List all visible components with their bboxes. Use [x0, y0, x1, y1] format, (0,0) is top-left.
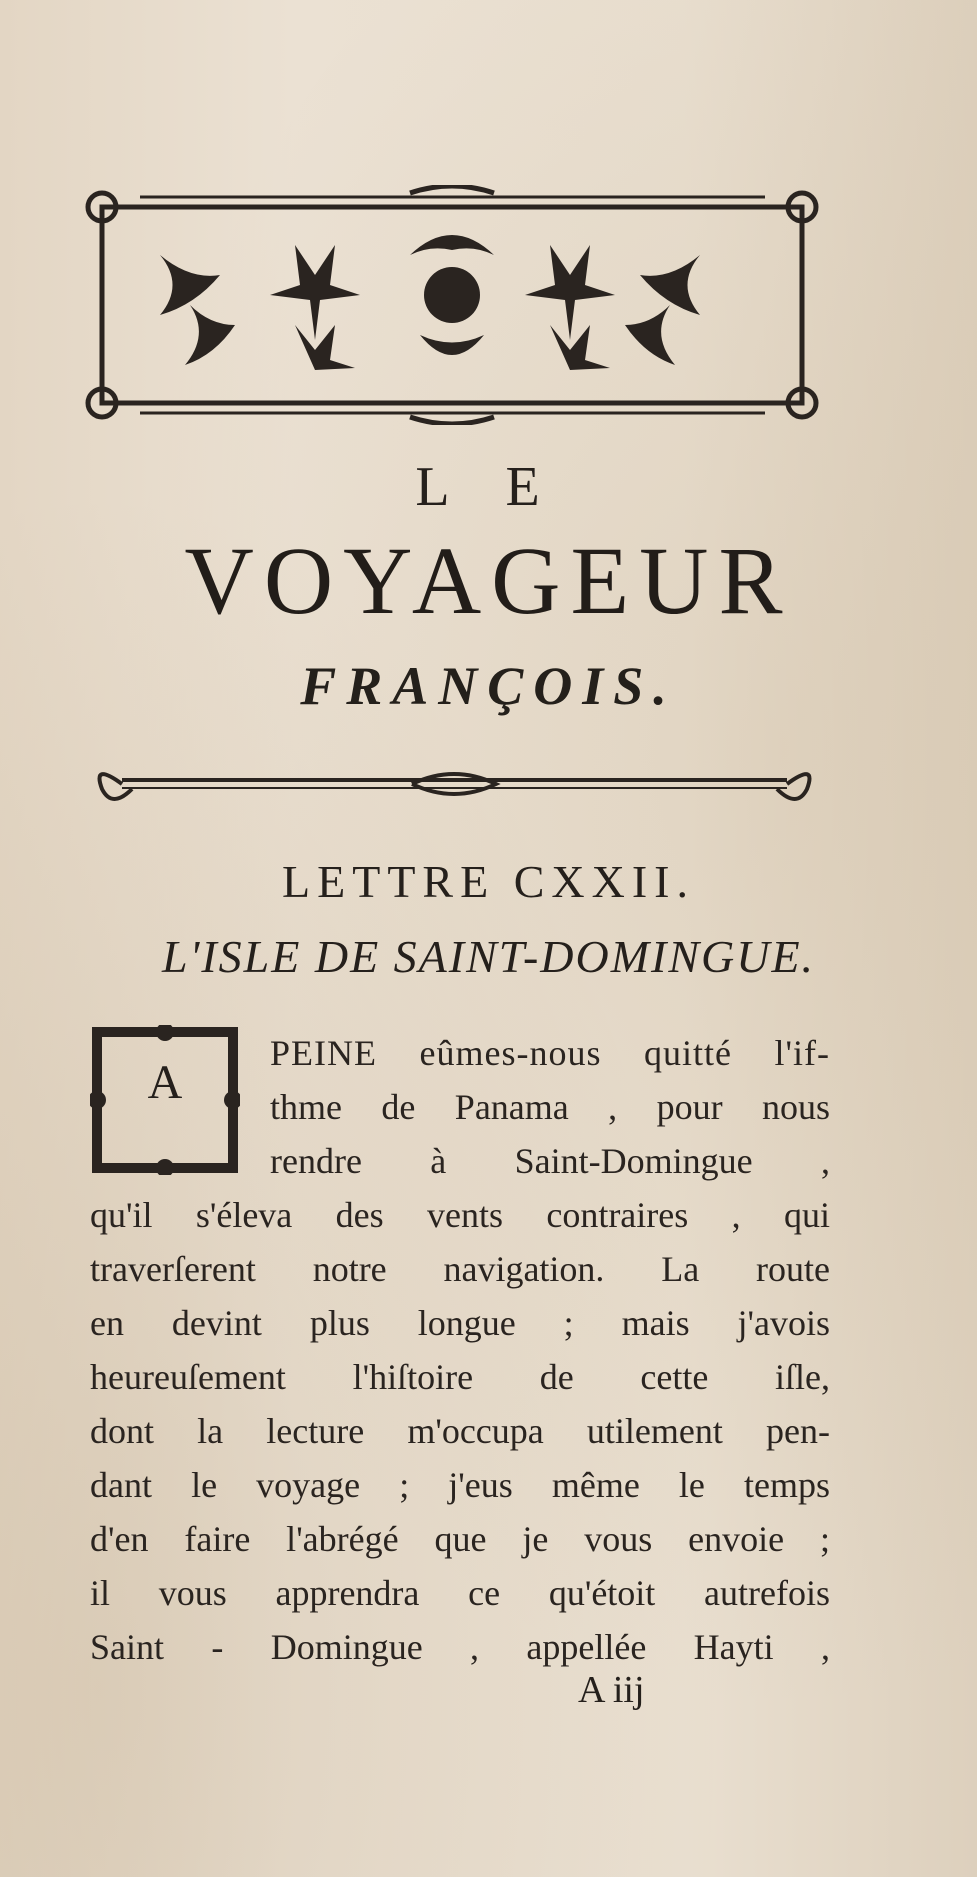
text-line: PEINE eûmes-nous quitté l'if- — [270, 1033, 830, 1073]
text-line: qu'il s'éleva des vents contraires , qui — [90, 1195, 830, 1235]
text-line: Saint - Domingue , appellée Hayti , — [90, 1627, 830, 1667]
text-line: heureuſement l'hiſtoire de cette iſle, — [90, 1357, 830, 1397]
ornamental-divider — [82, 760, 827, 805]
text-line: traverſerent notre navigation. La route — [90, 1249, 830, 1289]
signature-mark: A iij — [578, 1669, 645, 1711]
text-line: en devint plus longue ; mais j'avois — [90, 1303, 830, 1343]
text-line: dant le voyage ; j'eus même le temps — [90, 1465, 830, 1505]
text-line: rendre à Saint-Domingue , — [270, 1141, 830, 1181]
text-line: dont la lecture m'occupa utilement pen- — [90, 1411, 830, 1451]
face-ornament-icon — [410, 235, 494, 355]
text-line: thme de Panama , pour nous — [270, 1087, 830, 1127]
letter-number: LETTRE CXXII. — [282, 856, 695, 907]
dropcap-letter: A — [147, 1056, 183, 1109]
ornamental-headpiece — [80, 185, 825, 425]
title-article: L E — [415, 456, 562, 518]
dropcap-ornament — [90, 1025, 240, 1175]
text-line: d'en faire l'abrégé que je vous envoie ; — [90, 1519, 830, 1559]
book-title: VOYAGEUR — [184, 527, 793, 634]
letter-heading: L'ISLE DE SAINT-DOMINGUE. — [161, 931, 816, 982]
leaf-ornament-icon — [160, 255, 235, 365]
text-line: il vous apprendra ce qu'étoit autrefois — [90, 1573, 830, 1613]
book-subtitle: FRANÇOIS. — [300, 656, 677, 716]
